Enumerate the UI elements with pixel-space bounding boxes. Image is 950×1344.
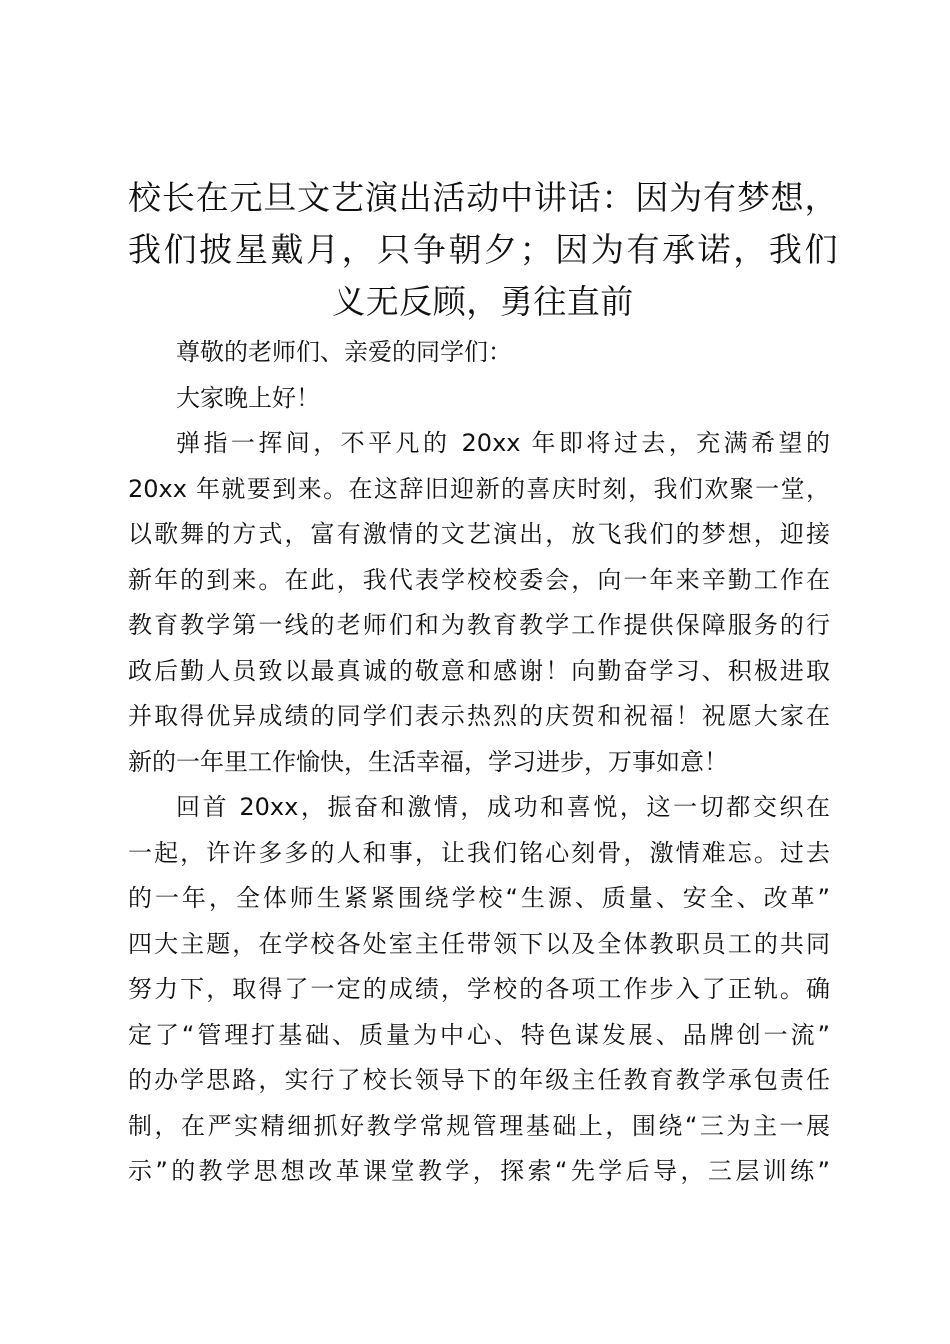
document-title — [128, 172, 838, 328]
title-line: 校长在元旦文艺演出活动中讲话：因为有梦想， — [128, 178, 838, 217]
paragraph-line: 弹指一挥间，不平凡的 20xx 年即将过去，充满希望的 — [176, 429, 830, 457]
paragraph-line: 20xx 年就要到来。在这辞旧迎新的喜庆时刻，我们欢聚一堂， — [128, 474, 830, 503]
paragraph-line: 并取得优异成绩的同学们表示热烈的庆贺和祝福！祝愿大家在 — [128, 702, 830, 730]
paragraph-line: 政后勤人员致以最真诚的敬意和感谢！向勤奋学习、积极进取 — [128, 656, 830, 685]
paragraph-line: 四大主题，在学校各处室主任带领下以及全体教职员工的共同 — [128, 929, 830, 958]
paragraph-line: 新的一年里工作愉快，生活幸福，学习进步，万事如意！ — [128, 747, 728, 776]
greeting: 大家晚上好！ — [176, 383, 320, 412]
document-body — [128, 330, 830, 1195]
title-line: 我们披星戴月，只争朝夕；因为有承诺，我们 — [128, 230, 838, 269]
paragraph-2 — [128, 785, 830, 1195]
paragraph-line: 教育教学第一线的老师们和为教育教学工作提供保障服务的行 — [128, 611, 830, 639]
paragraph-line: 新年的到来。在此，我代表学校校委会，向一年来辛勤工作在 — [128, 565, 830, 594]
paragraph-line: 示”的教学思想改革课堂教学，探索“先学后导，三层训练” — [128, 1157, 830, 1185]
paragraph-line: 定了“管理打基础、质量为中心、特色谋发展、品牌创一流” — [128, 1020, 830, 1049]
title-line: 义无反顾，勇往直前 — [332, 282, 634, 321]
paragraph-line: 回首 20xx，振奋和激情，成功和喜悦，这一切都交织在 — [176, 793, 830, 821]
paragraph-line: 一起，许许多多的人和事，让我们铭心刻骨，激情难忘。过去 — [128, 838, 830, 867]
paragraph-line: 的一年，全体师生紧紧围绕学校“生源、质量、安全、改革” — [128, 884, 830, 912]
paragraph-line: 制，在严实精细抓好教学常规管理基础上，围绕“三为主一展 — [128, 1111, 830, 1140]
paragraph-line: 以歌舞的方式，富有激情的文艺演出，放飞我们的梦想，迎接 — [128, 520, 830, 548]
paragraph-1 — [128, 421, 830, 785]
paragraph-line: 努力下，取得了一定的成绩，学校的各项工作步入了正轨。确 — [128, 975, 830, 1003]
salutation: 尊敬的老师们、亲爱的同学们： — [176, 338, 512, 366]
paragraph-line: 的办学思路，实行了校长领导下的年级主任教育教学承包责任 — [128, 1066, 830, 1094]
